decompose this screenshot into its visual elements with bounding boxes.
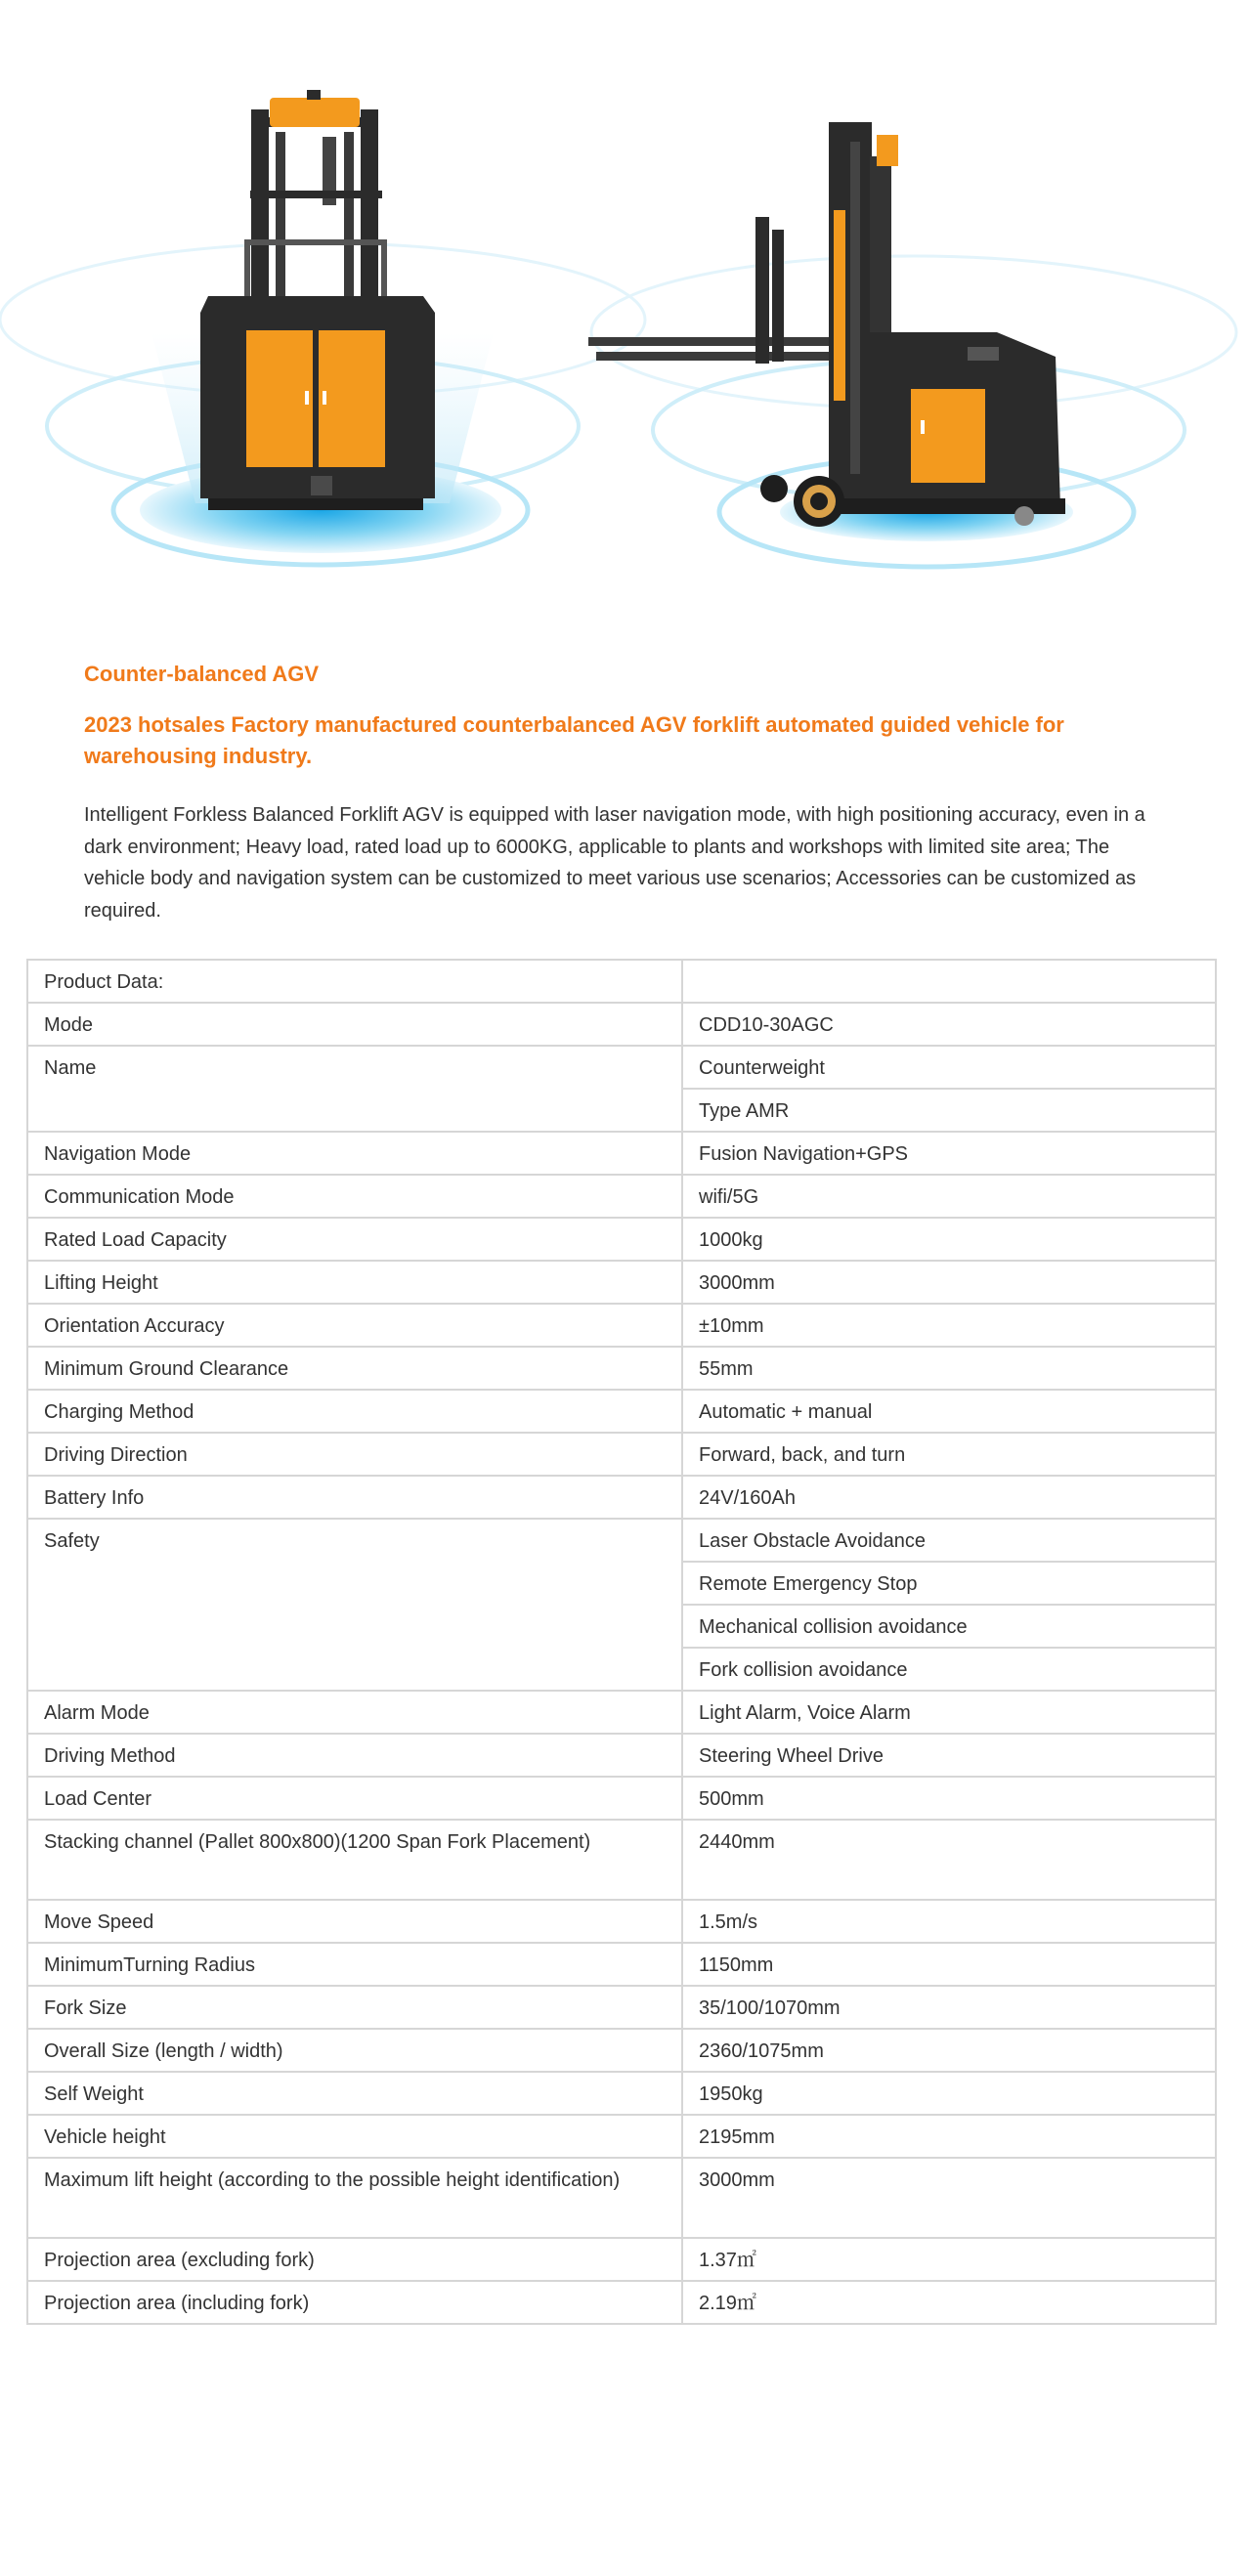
table-row: [27, 2072, 1216, 2115]
table-row: [27, 1943, 1216, 1986]
spec-label: Navigation Mode: [27, 1132, 682, 1175]
spec-value: Steering Wheel Drive: [682, 1734, 1216, 1777]
table-row: [27, 1261, 1216, 1304]
spec-label: Stacking channel (Pallet 800x800)(1200 Span Fork Placement): [27, 1820, 682, 1900]
table-row: [27, 2238, 1216, 2281]
table-row: [27, 1175, 1216, 1218]
table-row: [27, 1900, 1216, 1943]
spec-value: Fusion Navigation+GPS: [682, 1132, 1216, 1175]
spec-label: Safety: [27, 1519, 682, 1691]
spec-value: Mechanical collision avoidance: [682, 1605, 1216, 1648]
table-row: [27, 2158, 1216, 2238]
spec-label: Battery Info: [27, 1476, 682, 1519]
product-hero-image: [0, 0, 1251, 625]
spec-label: Overall Size (length / width): [27, 2029, 682, 2072]
spec-label: Self Weight: [27, 2072, 682, 2115]
spec-label: Orientation Accuracy: [27, 1304, 682, 1347]
product-title: 2023 hotsales Factory manufactured counterbalanced AGV forklift automated guided vehicle for warehousing industry.: [84, 712, 1064, 768]
table-row: [27, 1046, 1216, 1089]
spec-value: Forward, back, and turn: [682, 1433, 1216, 1476]
spec-label: Projection area (including fork): [27, 2281, 682, 2324]
spec-label: Vehicle height: [27, 2115, 682, 2158]
spec-value: 24V/160Ah: [682, 1476, 1216, 1519]
spec-label: Move Speed: [27, 1900, 682, 1943]
spec-label: Rated Load Capacity: [27, 1218, 682, 1261]
table-row: [27, 1820, 1216, 1900]
table-row: [27, 1691, 1216, 1734]
table-row: [27, 960, 1216, 1003]
spec-value: 1950kg: [682, 2072, 1216, 2115]
spec-value: Type AMR: [682, 1089, 1216, 1132]
spec-value: 1.37㎡: [682, 2238, 1216, 2281]
product-category-label: Counter-balanced AGV: [84, 662, 319, 686]
spec-value: Laser Obstacle Avoidance: [682, 1519, 1216, 1562]
spec-label: Lifting Height: [27, 1261, 682, 1304]
table-header-label: Product Data:: [27, 960, 682, 1003]
spec-label: Mode: [27, 1003, 682, 1046]
spec-value: CDD10-30AGC: [682, 1003, 1216, 1046]
spec-value: 55mm: [682, 1347, 1216, 1390]
spec-label: Maximum lift height (according to the possible height identification): [27, 2158, 682, 2238]
table-header-empty: [682, 960, 1216, 1003]
spec-label: Load Center: [27, 1777, 682, 1820]
spec-value: Automatic + manual: [682, 1390, 1216, 1433]
spec-label: Communication Mode: [27, 1175, 682, 1218]
spec-label: Driving Method: [27, 1734, 682, 1777]
spec-label: Charging Method: [27, 1390, 682, 1433]
spec-value: 3000mm: [682, 1261, 1216, 1304]
spec-value: wifi/5G: [682, 1175, 1216, 1218]
product-intro: [84, 661, 1169, 926]
spec-label: Driving Direction: [27, 1433, 682, 1476]
table-row: [27, 1347, 1216, 1390]
table-row: [27, 2115, 1216, 2158]
table-row: [27, 1218, 1216, 1261]
side-view-vehicle: [588, 122, 1236, 567]
spec-value: 35/100/1070mm: [682, 1986, 1216, 2029]
product-description: Intelligent Forkless Balanced Forklift AGV is equipped with laser navigation mode, with high positioning accuracy, even in a dark environment; Heavy load, rated load up to 6000KG, applicable to plants and workshops with limited site area; The vehicle body and navigation system can be customized to meet various use scenarios; Accessories can be customized as required.: [84, 804, 1145, 922]
table-row: [27, 1390, 1216, 1433]
spec-value: Light Alarm, Voice Alarm: [682, 1691, 1216, 1734]
table-row: [27, 1519, 1216, 1562]
table-row: [27, 1986, 1216, 2029]
spec-value: 1.5m/s: [682, 1900, 1216, 1943]
spec-label: Alarm Mode: [27, 1691, 682, 1734]
spec-value: 2360/1075mm: [682, 2029, 1216, 2072]
spec-label: Minimum Ground Clearance: [27, 1347, 682, 1390]
spec-value: 2440mm: [682, 1820, 1216, 1900]
table-row: [27, 1433, 1216, 1476]
spec-value: 3000mm: [682, 2158, 1216, 2238]
table-row: [27, 1476, 1216, 1519]
spec-label: MinimumTurning Radius: [27, 1943, 682, 1986]
table-row: [27, 2029, 1216, 2072]
spec-value: 1150mm: [682, 1943, 1216, 1986]
spec-value: 2.19㎡: [682, 2281, 1216, 2324]
spec-value: 1000kg: [682, 1218, 1216, 1261]
spec-value: Counterweight: [682, 1046, 1216, 1089]
spec-value: ±10mm: [682, 1304, 1216, 1347]
spec-value: 2195mm: [682, 2115, 1216, 2158]
spec-value: 500mm: [682, 1777, 1216, 1820]
spec-value: Fork collision avoidance: [682, 1648, 1216, 1691]
front-view-vehicle: [0, 90, 645, 565]
product-data-table: [26, 959, 1217, 2325]
spec-label: Name: [27, 1046, 682, 1132]
table-row: [27, 1734, 1216, 1777]
spec-label: Projection area (excluding fork): [27, 2238, 682, 2281]
table-row: [27, 1777, 1216, 1820]
table-row: [27, 1132, 1216, 1175]
table-row: [27, 2281, 1216, 2324]
table-row: [27, 1304, 1216, 1347]
spec-value: Remote Emergency Stop: [682, 1562, 1216, 1605]
table-row: [27, 1003, 1216, 1046]
spec-label: Fork Size: [27, 1986, 682, 2029]
